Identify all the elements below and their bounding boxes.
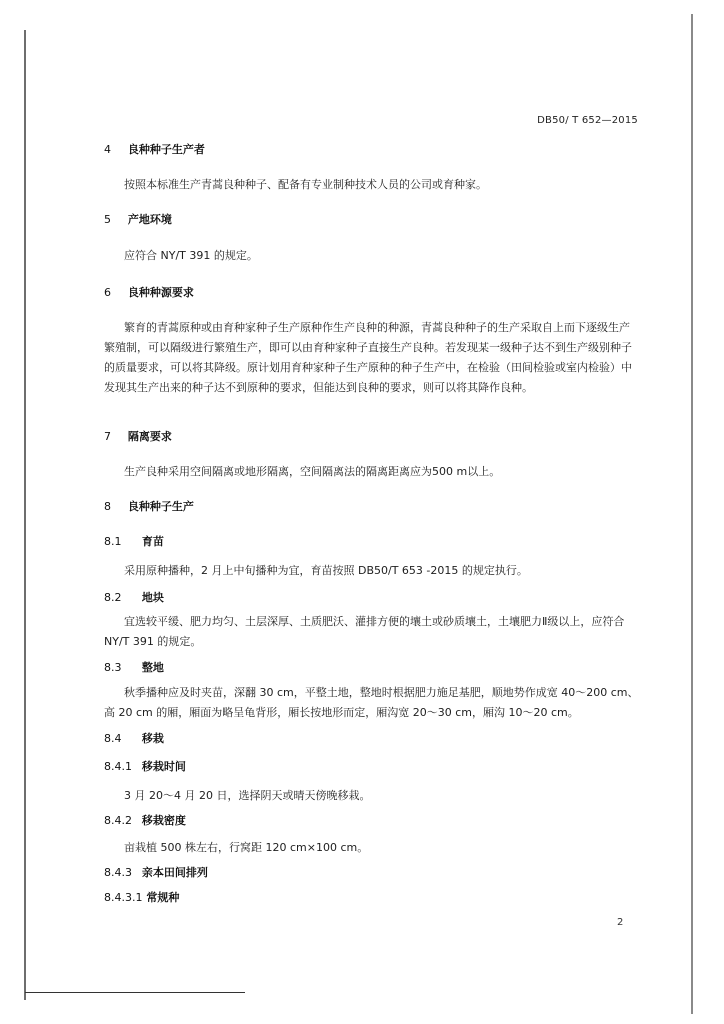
section-title: 常规种 (146, 891, 180, 904)
section-title: 整地 (141, 661, 164, 674)
section-number: 8.4 (104, 732, 122, 745)
scan-edge-left (24, 30, 26, 1000)
section-7-text: 生产良种采用空间隔离或地形隔离，空间隔离法的隔离距离应为500 m以上。 (124, 465, 501, 478)
section-number: 8.4.3.1 (104, 891, 143, 904)
section-8-2-text: 宜选较平缓、肥力均匀、土层深厚、土质肥沃、灌排方便的壤土或砂质壤土，土壤肥力Ⅱ级以上，应符合 NY/T 391 的规定。 (104, 615, 625, 648)
section-number: 8.3 (104, 661, 122, 674)
section-title: 良种种子生产 (127, 500, 194, 513)
section-7-heading (104, 428, 172, 444)
section-8-4-2-text: 亩栽植 500 株左右，行窝距 120 cm×100 cm。 (124, 841, 369, 854)
section-8-4-3-1-heading (104, 889, 179, 905)
section-8-4-3-heading (104, 864, 208, 880)
section-8-3-text: 秋季播种应及时夹苗，深翻 30 cm，平整土地，整地时根据肥力施足基肥，顺地势作成宽 40～200 cm、高 20 cm 的厢，厢面为略呈龟背形，厢长按地形而定，厢沟宽 20～30 cm，厢沟 10～20 cm。 (104, 686, 639, 719)
section-number: 8.2 (104, 591, 122, 604)
section-title: 移栽 (141, 732, 164, 745)
section-8-4-2-heading (104, 812, 186, 828)
section-number: 6 (104, 286, 111, 299)
section-number: 8.4.3 (104, 866, 132, 879)
section-5-text: 应符合 NY/T 391 的规定。 (124, 249, 258, 262)
section-5-heading (104, 211, 172, 227)
section-number: 4 (104, 143, 111, 156)
section-8-2-heading (104, 589, 164, 605)
section-8-1-heading (104, 533, 164, 549)
section-title: 良种种源要求 (127, 286, 194, 299)
section-title: 隔离要求 (127, 430, 172, 443)
section-8-4-heading (104, 730, 164, 746)
section-number: 8.4.1 (104, 760, 132, 773)
section-number: 8.1 (104, 535, 122, 548)
section-title: 亲本田间排列 (141, 866, 208, 879)
section-4-heading (104, 141, 205, 157)
footer-rule (25, 992, 245, 993)
section-8-1-text: 采用原种播种，2 月上中旬播种为宜，育苗按照 DB50/T 653 -2015 的规定执行。 (124, 564, 528, 577)
section-8-3-heading (104, 659, 164, 675)
page-number: 2 (617, 917, 624, 928)
section-title: 移栽时间 (141, 760, 186, 773)
section-title: 育苗 (141, 535, 164, 548)
section-number: 5 (104, 213, 111, 226)
section-number: 7 (104, 430, 111, 443)
scan-edge-right (691, 14, 693, 1014)
section-6-heading (104, 284, 194, 300)
document-code: DB50/ T 652—2015 (537, 115, 638, 126)
section-8-4-1-heading (104, 758, 186, 774)
section-number: 8 (104, 500, 111, 513)
section-8-heading (104, 498, 194, 514)
section-title: 地块 (141, 591, 164, 604)
section-6-text: 繁育的青蒿原种或由育种家种子生产原种作生产良种的种源，青蒿良种种子的生产采取自上而下逐级生产繁殖制，可以隔级进行繁殖生产，即可以由育种家种子直接生产良种。若发现某一级种子达不到生产级别种子的质量要求，可以将其降级。原计划用育种家种子生产原种的种子生产中，在检验（田间检验或室内检验）中发现其生产出来的种子达不到原种的要求，但能达到良种的要求，则可以将其降作良种。 (104, 321, 632, 394)
section-title: 产地环境 (127, 213, 172, 226)
section-title: 良种种子生产者 (127, 143, 205, 156)
section-title: 移栽密度 (141, 814, 186, 827)
section-4-text: 按照本标准生产青蒿良种种子、配备有专业制种技术人员的公司或育种家。 (124, 178, 487, 191)
section-8-4-1-text: 3 月 20～4 月 20 日，选择阴天或晴天傍晚移栽。 (124, 789, 371, 802)
section-number: 8.4.2 (104, 814, 132, 827)
